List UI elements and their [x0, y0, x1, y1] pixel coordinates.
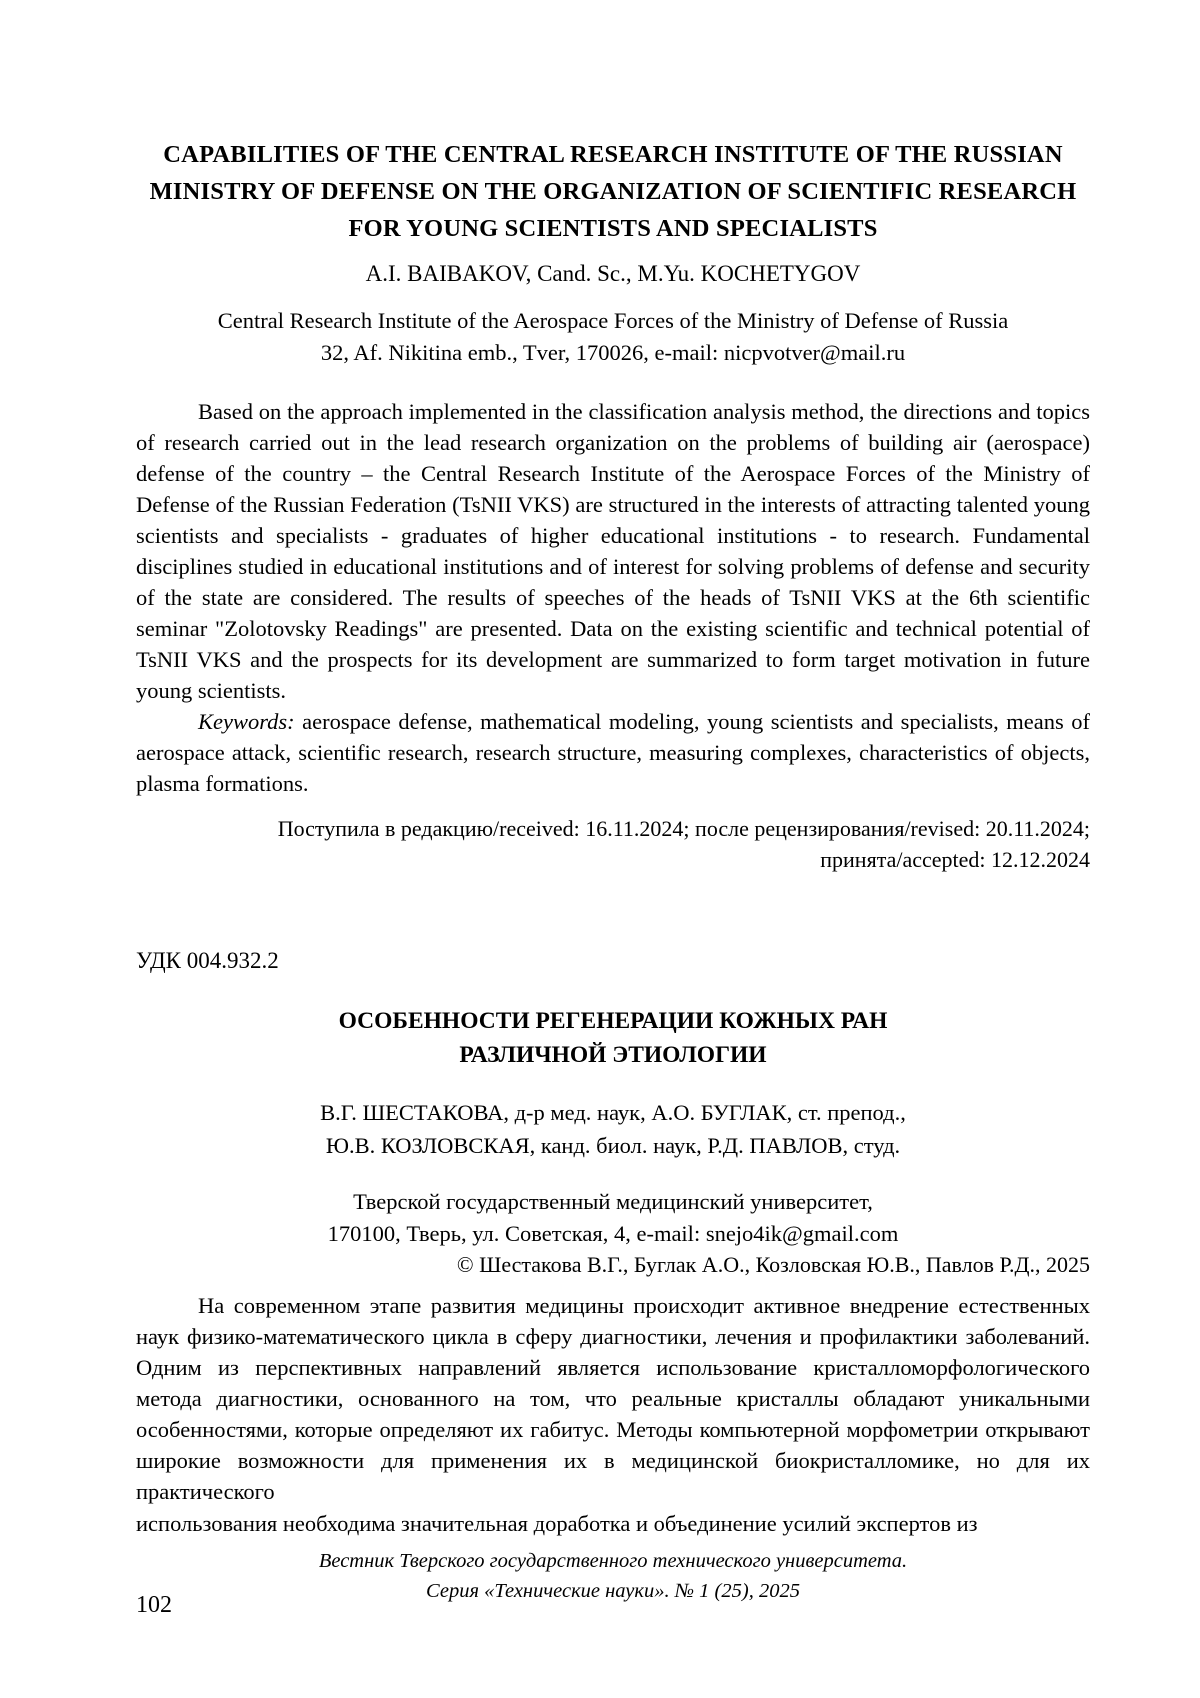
article-title-ru-line2: РАЗЛИЧНОЙ ЭТИОЛОГИИ	[459, 1042, 767, 1068]
keywords-label: Keywords:	[198, 709, 295, 734]
affiliation-en-line1: Central Research Institute of the Aerospace Forces of the Ministry of Defense of Russia	[217, 308, 1009, 333]
keywords-en	[136, 706, 1090, 799]
article-title-en: CAPABILITIES OF THE CENTRAL RESEARCH INSTITUTE OF THE RUSSIAN MINISTRY OF DEFENSE ON THE ORGANIZATION OF SCIENTIFIC RESEARCH FOR YOUNG SCIENTISTS AND SPECIALISTS	[149, 141, 1077, 242]
received-dates	[136, 813, 1090, 875]
article-title-ru	[136, 1004, 1090, 1072]
journal-footer-line1: Вестник Тверского государственного технического университета.	[318, 1550, 908, 1572]
authors-en: A.I. BAIBAKOV, Cand. Sc., M.Yu. KOCHETYGOV	[365, 261, 861, 286]
journal-footer	[136, 1546, 1090, 1606]
page-number: 102	[136, 1592, 172, 1618]
affiliation-ru-line1: Тверской государственный медицинский университет,	[353, 1189, 873, 1214]
abstract-section-ru	[136, 1290, 1090, 1507]
copyright-ru: © Шестакова В.Г., Буглак А.О., Козловская Ю.В., Павлов Р.Д., 2025	[456, 1252, 1090, 1277]
authors-ru	[136, 1096, 1090, 1162]
received-dates-line1: Поступила в редакцию/received: 16.11.2024; после рецензирования/revised: 20.11.2024;	[277, 816, 1090, 841]
udk-code: УДК 004.932.2	[136, 948, 279, 973]
authors-ru-line1: В.Г. ШЕСТАКОВА, д-р мед. наук, А.О. БУГЛАК, ст. препод.,	[320, 1100, 906, 1125]
abstract-ru-continuation: использования необходима значительная доработка и объединение усилий экспертов из	[136, 1511, 978, 1536]
keywords-text: aerospace defense, mathematical modeling, young scientists and specialists, means of aerospace attack, scientific research, research structure, measuring complexes, characteristics of objects, plasma formations.	[136, 709, 1090, 796]
affiliation-ru	[136, 1186, 1090, 1250]
affiliation-en	[136, 305, 1090, 369]
abstract-ru: На современном этапе развития медицины происходит активное внедрение естественных наук физико-математического цикла в сферу диагностики, лечения и профилактики заболеваний. Одним из перспективных направлений является использование кристалломорфологического метода диагностики, основанного на том, что реальные кристаллы обладают уникальными особенностями, которые определяют их габитус. Методы компьютерной морфометрии открывают широкие возможности для применения их в медицинской биокристалломике, но для их практического	[136, 1293, 1090, 1504]
affiliation-ru-line2: 170100, Тверь, ул. Советская, 4, e-mail: snejo4ik@gmail.com	[327, 1221, 899, 1246]
article-title-ru-line1: ОСОБЕННОСТИ РЕГЕНЕРАЦИИ КОЖНЫХ РАН	[338, 1008, 888, 1034]
abstract-section-en	[136, 396, 1090, 875]
abstract-en: Based on the approach implemented in the classification analysis method, the directions and topics of research carried out in the lead research organization on the problems of building air (aerospace) defense of the country – the Central Research Institute of the Aerospace Forces of the Ministry of Defense of the Russian Federation (TsNII VKS) are structured in the interests of attracting talented young scientists and specialists - graduates of higher educational institutions - to research. Fundamental disciplines studied in educational institutions and of interest for solving problems of defense and security of the state are considered. The results of speeches of the heads of TsNII VKS at the 6th scientific seminar "Zolotovsky Readings" are presented. Data on the existing scientific and technical potential of TsNII VKS and the prospects for its development are summarized to form target motivation in future young scientists.	[136, 399, 1090, 703]
journal-footer-line2: Серия «Технические науки». № 1 (25), 2025	[426, 1580, 800, 1602]
authors-ru-line2: Ю.В. КОЗЛОВСКАЯ, канд. биол. наук, Р.Д. ПАВЛОВ, студ.	[325, 1133, 901, 1158]
affiliation-en-line2: 32, Af. Nikitina emb., Tver, 170026, e-mail: nicpvotver@mail.ru	[320, 340, 906, 365]
received-dates-line2: принята/accepted: 12.12.2024	[820, 847, 1090, 872]
